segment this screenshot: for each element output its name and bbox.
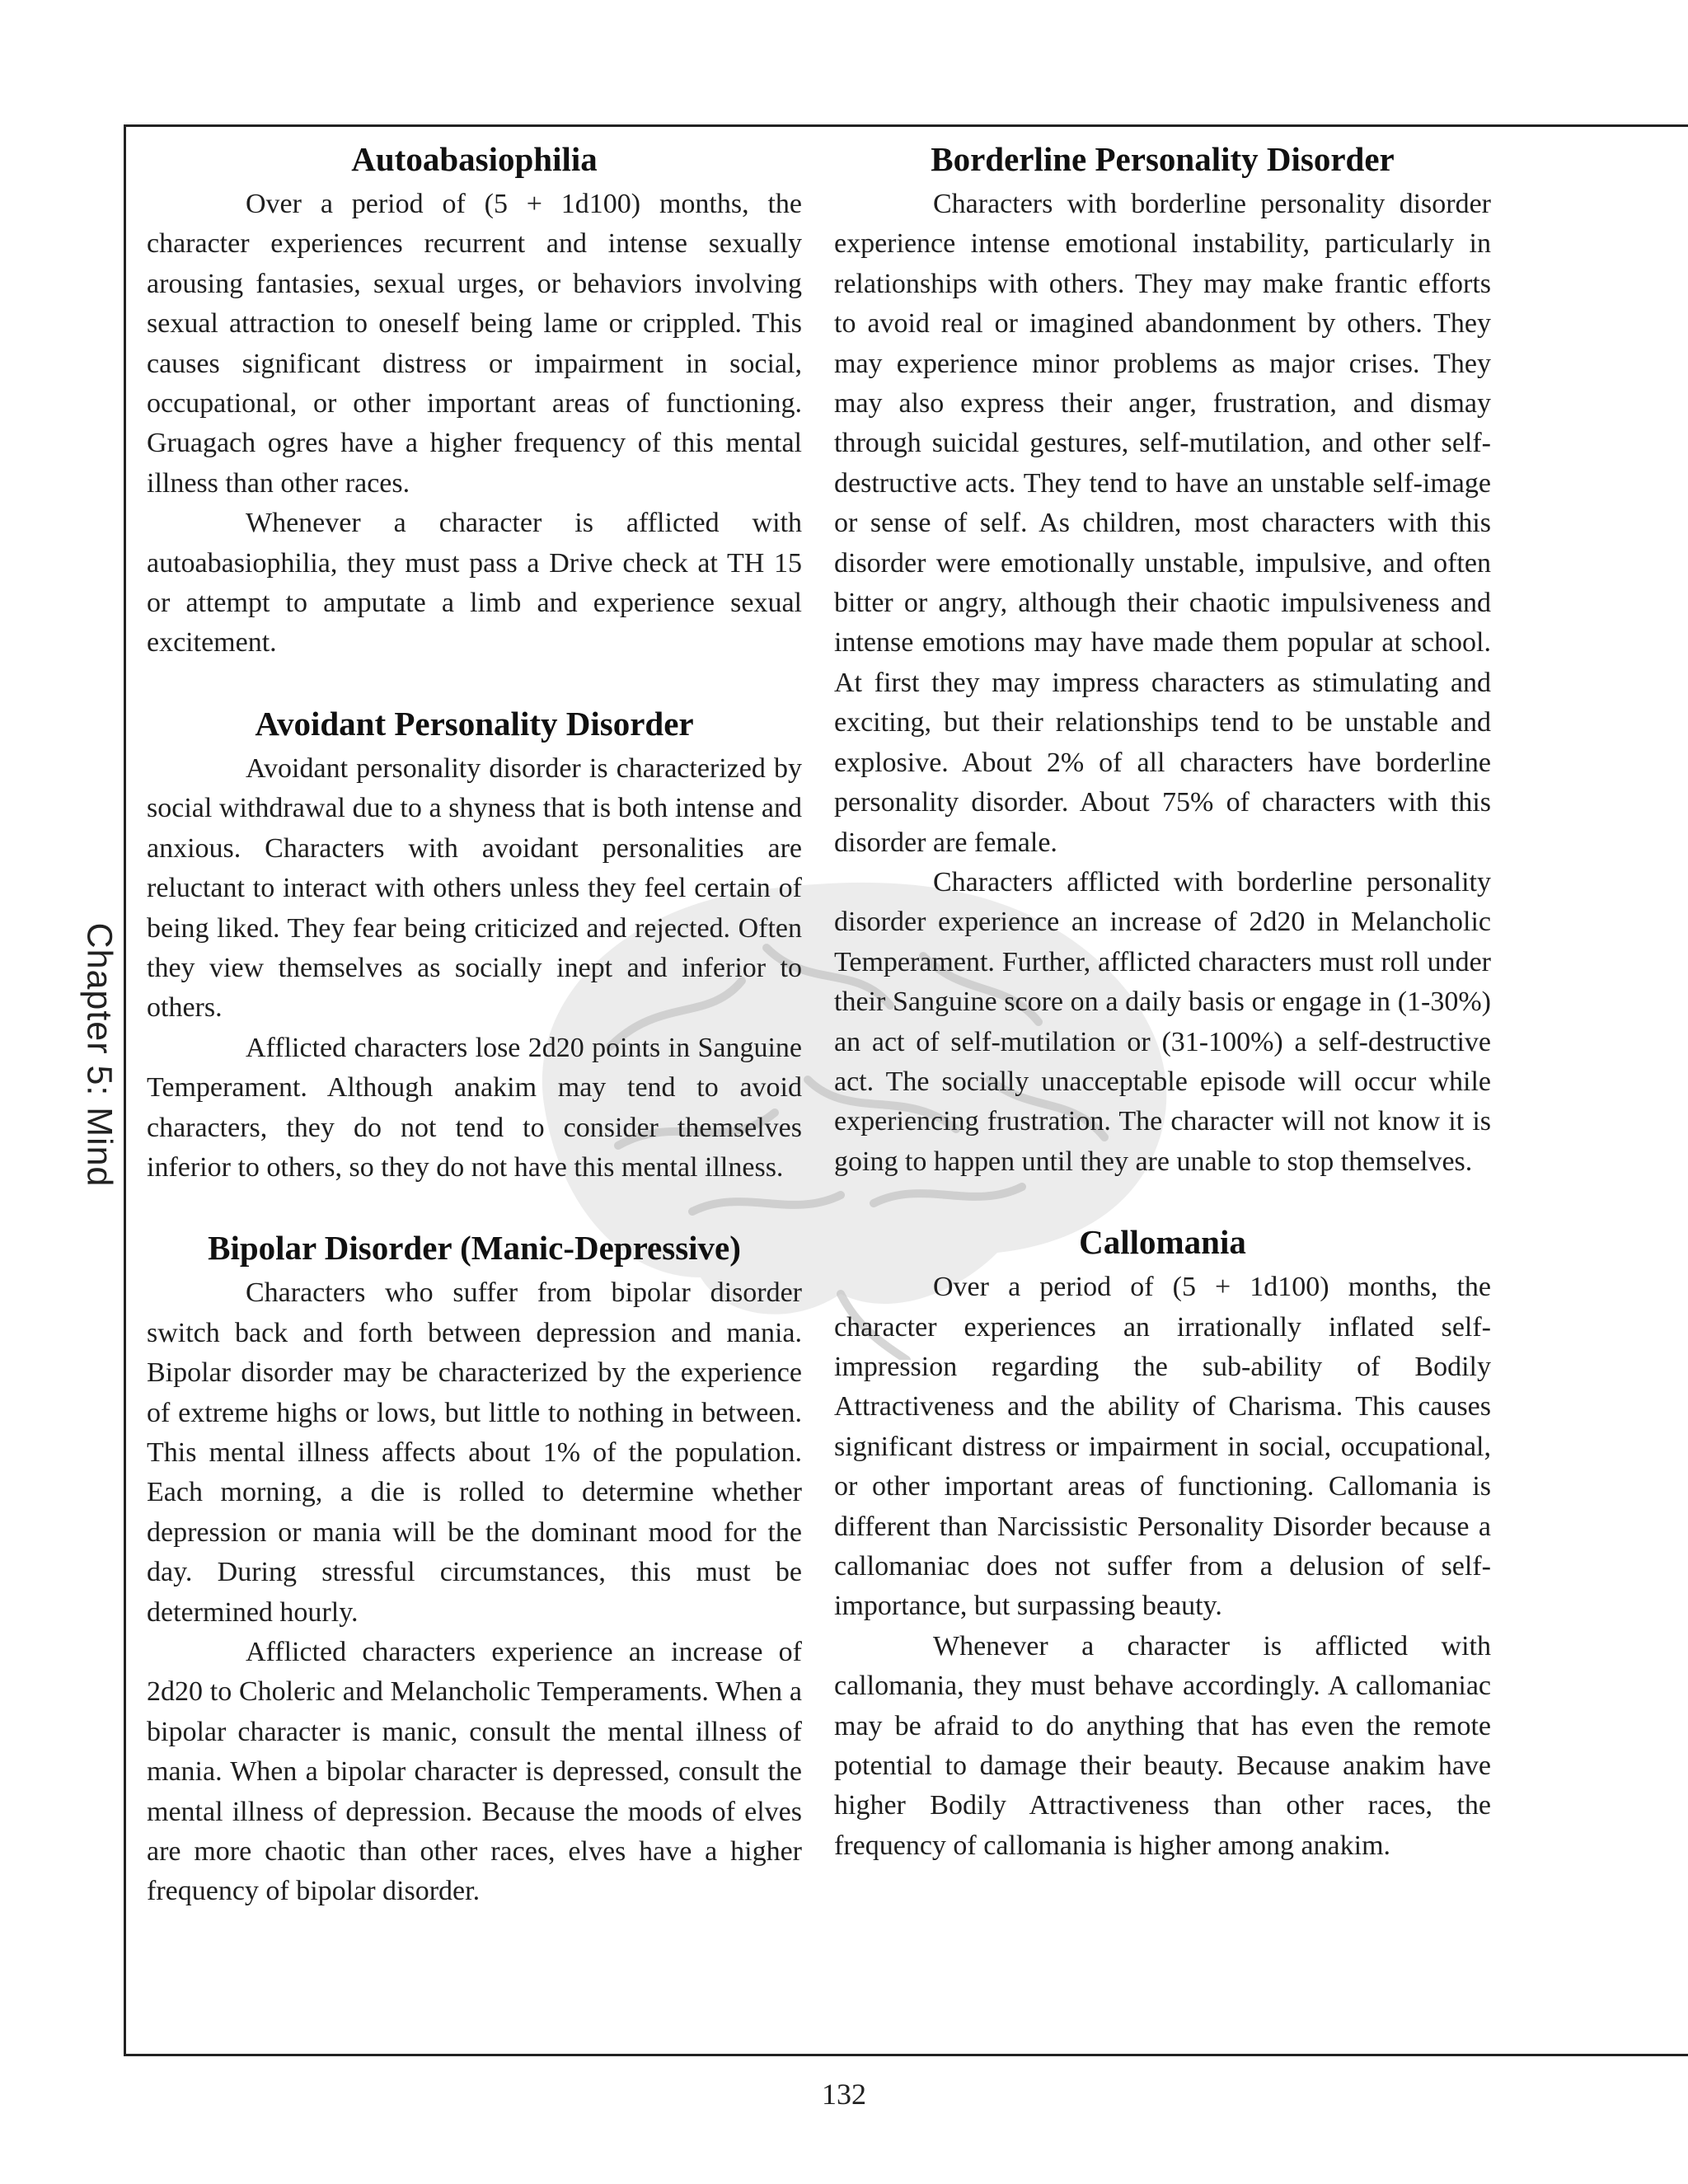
paragraph: Characters afflicted with borderline personality disorder experience an increase of 2d20 in Melancholic Temperament. Further, afflicted characters must roll under their Sanguine score on a daily basis or engage in (1-30%) an act of self-mutilation or (31-100%) a self-destructive act. The socially unacceptable episode will occur while experiencing frustration. The character will not know it is going to happen until they are unable to stop themselves. xyxy=(834,866,1491,1177)
section-heading-borderline: Borderline Personality Disorder xyxy=(931,140,1395,178)
page-number: 132 xyxy=(822,2078,866,2111)
section-heading-bipolar: Bipolar Disorder (Manic-Depressive) xyxy=(208,1229,741,1268)
page-frame-left-rule xyxy=(124,124,126,2055)
paragraph: Afflicted characters lose 2d20 points in Sanguine Temperament. Although anakim may tend to avoid characters, they do not tend to consider themselves inferior to others, so they do not have this mental illness. xyxy=(147,1032,802,1183)
left-column xyxy=(147,138,802,1912)
section-heading-autoabasiophilia: Autoabasiophilia xyxy=(351,140,598,178)
paragraph: Whenever a character is afflicted with callomania, they must behave accordingly. A callomaniac may be afraid to do anything that has even the remote potential to damage their beauty. Because anakim have higher Bodily Attractiveness than other races, the frequency of callomania is higher among anakim. xyxy=(834,1630,1491,1861)
paragraph: Afflicted characters experience an increase of 2d20 to Choleric and Melancholic Temperaments. When a bipolar character is manic, consult the mental illness of mania. When a bipolar character is depressed, consult the mental illness of depression. Because the moods of elves are more chaotic than other races, elves have a higher frequency of bipolar disorder. xyxy=(147,1637,802,1907)
page-frame-bottom-rule xyxy=(124,2054,1688,2056)
paragraph: Avoidant personality disorder is characterized by social withdrawal due to a shyness that is both intense and anxious. Characters with avoidant personalities are reluctant to interact with others unless they feel certain of being liked. They fear being criticized and rejected. Often they view themselves as socially inept and inferior to others. xyxy=(147,752,802,1024)
paragraph: Over a period of (5 + 1d100) months, the character experiences recurrent and intense sexually arousing fantasies, sexual urges, or behaviors involving sexual attraction to oneself being lame or crippled. This causes significant distress or impairment in social, occupational, or other important areas of functioning. Gruagach ogres have a higher frequency of this mental illness than other races. xyxy=(147,189,802,499)
page-frame-top-rule xyxy=(124,124,1688,127)
paragraph: Whenever a character is afflicted with autoabasiophilia, they must pass a Drive check at TH 15 or attempt to amputate a limb and experience sexual excitement. xyxy=(147,508,802,658)
section-heading-avoidant: Avoidant Personality Disorder xyxy=(255,704,694,743)
section-heading-callomania: Callomania xyxy=(1079,1223,1246,1262)
paragraph: Characters who suffer from bipolar disorder switch back and forth between depression and mania. Bipolar disorder may be characterized by the experience of extreme highs or lows, but little to nothing in between. This mental illness affects about 1% of the population. Each morning, a die is rolled to determine whether depression or mania will be the dominant mood for the day. During stressful circumstances, this must be determined hourly. xyxy=(147,1277,802,1628)
paragraph: Characters with borderline personality disorder experience intense emotional instability, particularly in relationships with others. They may make frantic efforts to avoid real or imagined abandonment by others. They may experience minor problems as major crises. They may also express their anger, frustration, and dismay through suicidal gestures, self-mutilation, and other self-destructive acts. They tend to have an unstable self-image or sense of self. As children, most characters with this disorder were emotionally unstable, impulsive, and often bitter or angry, although their chaotic impulsiveness and intense emotions may have made them popular at school. At first they may impress characters as stimulating and exciting, but their relationships tend to be unstable and explosive. About 2% of all characters have borderline personality disorder. About 75% of characters with this disorder are female. xyxy=(834,189,1491,858)
chapter-tab-label: Chapter 5: Mind xyxy=(79,922,120,1188)
paragraph: Over a period of (5 + 1d100) months, the character experiences an irrationally inflated self-impression regarding the sub-ability of Bodily Attractiveness and the ability of Charisma. This causes significant distress or impairment in social, occupational, or other important areas of functioning. Callomania is different than Narcissistic Personality Disorder because a callomaniac does not suffer from a delusion of self-importance, but surpassing beauty. xyxy=(834,1272,1491,1622)
right-column xyxy=(834,138,1491,1866)
